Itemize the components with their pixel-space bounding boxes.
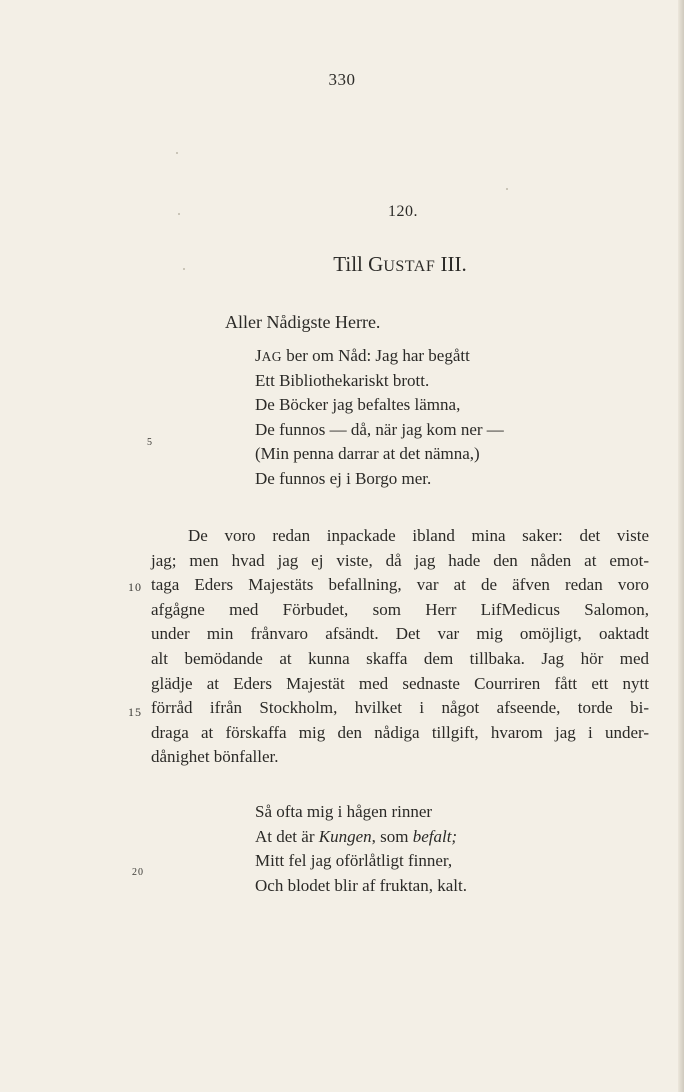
paper-speck [506,188,508,190]
verse-italic: befalt; [412,826,458,846]
verse-line: Ett Bibliothekariskt brott. [255,370,430,390]
verse-text: At det är [255,826,319,846]
verse-line: Mitt fel jag oförlåtligt finner, [255,851,453,871]
letter-number: 120. [388,203,418,220]
verse-line: De Böcker jag befaltes lämna, [255,395,461,415]
line-number-15: 15 [128,705,142,719]
prose-line: dånighet bönfaller. [151,747,279,767]
title-smallcaps: USTAF [383,258,436,275]
line-number-5: 5 [147,437,153,448]
salutation: Aller Nådigste Herre. [225,312,381,332]
line-number-10: 10 [128,580,142,594]
title-prefix: Till [333,252,369,276]
page-edge [678,0,684,1092]
prose-line: förråd ifrån Stockholm, hvilket i något afseende, torde bi- [151,698,649,718]
prose-line: De voro redan inpackade ibland mina saker: det viste [188,526,649,545]
prose-line: alt bemödande at kunna skaffa dem tillbaka. Jag hör med [151,648,649,668]
prose-line: under min frånvaro afsändt. Det var mig omöjligt, oaktadt [151,624,649,644]
prose-line: draga at förskaffa mig den nådiga tillgift, hvarom jag i under- [151,722,649,742]
verse-line: De funnos ej i Borgo mer. [255,468,432,488]
prose-paragraph [151,524,649,770]
verse-italic: Kungen [318,826,372,846]
letter-title [0,252,684,277]
paper-speck [176,152,178,154]
title-suffix: III. [435,252,467,276]
verse-line: Så ofta mig i hågen rinner [255,802,433,821]
verse-stanza-two [255,800,467,898]
verse-text: , som [371,826,413,846]
verse-line [255,825,467,850]
prose-line: jag; men hvad jag ej viste, då jag hade den nåden at emot- [151,550,649,570]
verse-smallcaps: AG [261,349,282,364]
verse-initial: J [255,346,262,365]
line-number-20: 20 [132,867,144,878]
verse-line-rest: ber om Nåd: Jag har begått [281,346,470,365]
verse-line: (Min penna darrar at det nämna,) [255,444,480,464]
title-initial: G [368,252,384,276]
verse-line: Och blodet blir af fruktan, kalt. [255,875,467,895]
verse-line [255,344,504,369]
verse-stanza-one [255,344,504,492]
prose-line: glädje at Eders Majestät med sednaste Courriren fått ett nytt [151,673,649,693]
page-number: 330 [328,70,356,89]
prose-line: afgågne med Förbudet, som Herr LifMedicus Salomon, [151,599,649,619]
verse-line: De funnos — då, när jag kom ner — [255,419,504,439]
prose-line: taga Eders Majestäts befallning, var at de äfven redan voro [151,575,649,595]
